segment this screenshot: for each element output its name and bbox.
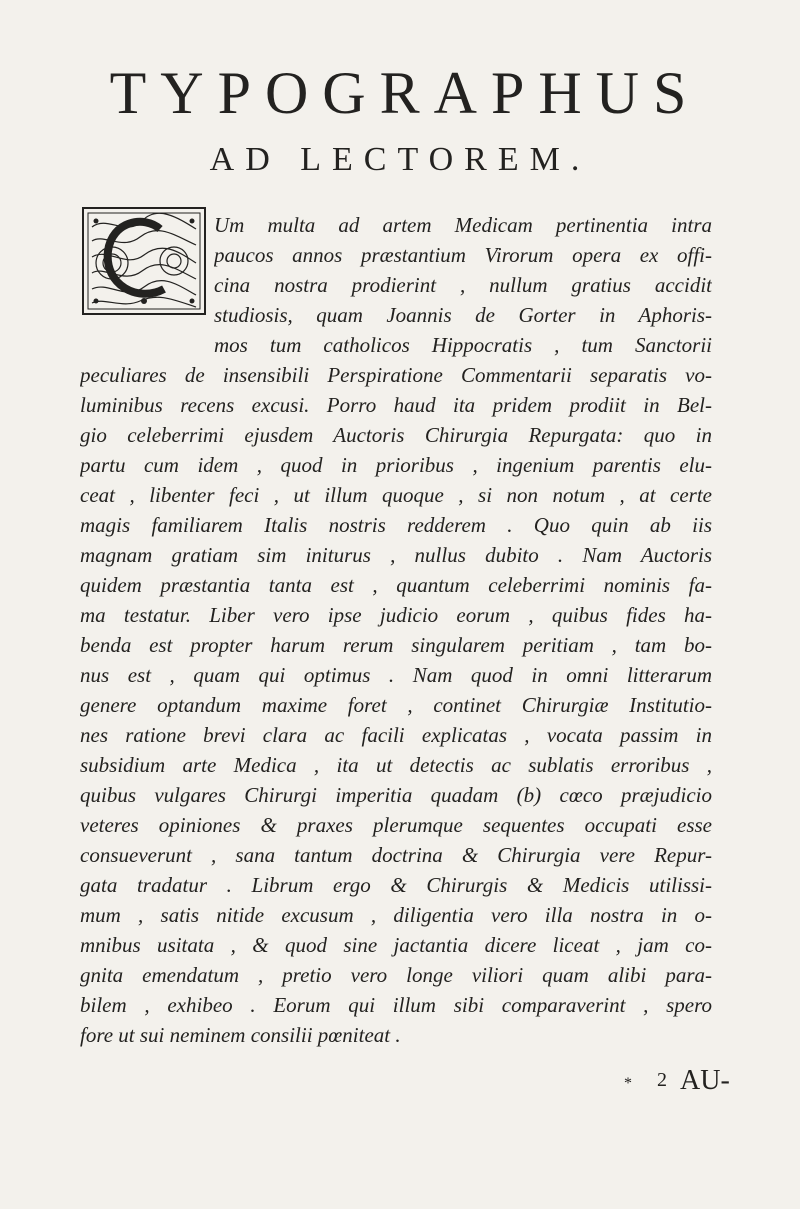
text-line: benda est propter harum rerum singularem peritiam , tam bo- — [80, 633, 712, 657]
page-subtitle: AD LECTOREM. — [209, 141, 591, 178]
footer-asterisk: * — [624, 1075, 632, 1092]
text-line: partu cum idem , quod in prioribus , ingenium parentis elu- — [80, 453, 712, 477]
text-line: quibus vulgares Chirurgi imperitia quadam (b) cœco præjudicio — [80, 783, 712, 807]
text-line: ma testatur. Liber vero ipse judicio eorum , quibus fides ha- — [80, 603, 712, 627]
text-line: cina nostra prodierint , nullum gratius accidit — [214, 273, 712, 297]
text-line: mos tum catholicos Hippocratis , tum Sanctorii — [214, 333, 712, 357]
text-line: veteres opiniones & praxes plerumque sequentes occupati esse — [80, 813, 712, 837]
text-line: gata tradatur . Librum ergo & Chirurgis & Medicis utilissi- — [80, 873, 712, 897]
catchword: AU- — [680, 1065, 730, 1096]
text-line: mum , satis nitide excusum , diligentia vero illa nostra in o- — [80, 903, 712, 927]
text-line: consueverunt , sana tantum doctrina & Chirurgia vere Repur- — [80, 843, 712, 867]
text-line: genere optandum maxime foret , continet Chirurgiæ Institutio- — [80, 693, 712, 717]
text-line: ceat , libenter feci , ut illum quoque , si non notum , at certe — [80, 483, 712, 507]
text-line: Um multa ad artem Medicam pertinentia intra — [214, 213, 712, 237]
page-title: TYPOGRAPHUS — [109, 60, 701, 126]
text-line: nus est , quam qui optimus . Nam quod in omni litterarum — [80, 663, 712, 687]
text-line: fore ut sui neminem consilii pœniteat . — [80, 1023, 401, 1047]
text-line: nes ratione brevi clara ac facili explicatas , vocata passim in — [80, 723, 712, 747]
text-line: gio celeberrimi ejusdem Auctoris Chirurgia Repurgata: quo in — [80, 423, 712, 447]
text-line: mnibus usitata , & quod sine jactantia dicere liceat , jam co- — [80, 933, 712, 957]
text-line: subsidium arte Medica , ita ut detectis ac sublatis erroribus , — [80, 753, 712, 777]
decorated-initial-c-icon — [82, 207, 206, 315]
text-line: quidem præstantia tanta est , quantum celeberrimi nominis fa- — [80, 573, 712, 597]
text-line: peculiares de insensibili Perspiratione Commentarii separatis vo- — [80, 363, 712, 387]
text-line: magnam gratiam sim initurus , nullus dubito . Nam Auctoris — [80, 543, 712, 567]
text-line: studiosis, quam Joannis de Gorter in Aphoris- — [214, 303, 712, 327]
text-line: magis familiarem Italis nostris redderem . Quo quin ab iis — [80, 513, 712, 537]
text-line: luminibus recens excusi. Porro haud ita pridem prodiit in Bel- — [80, 393, 712, 417]
text-line: bilem , exhibeo . Eorum qui illum sibi comparaverint , spero — [80, 993, 712, 1017]
text-line: gnita emendatum , pretio vero longe viliori quam alibi para- — [80, 963, 712, 987]
text-line: paucos annos præstantium Virorum opera ex offi- — [214, 243, 712, 267]
signature-mark: 2 — [657, 1069, 667, 1091]
